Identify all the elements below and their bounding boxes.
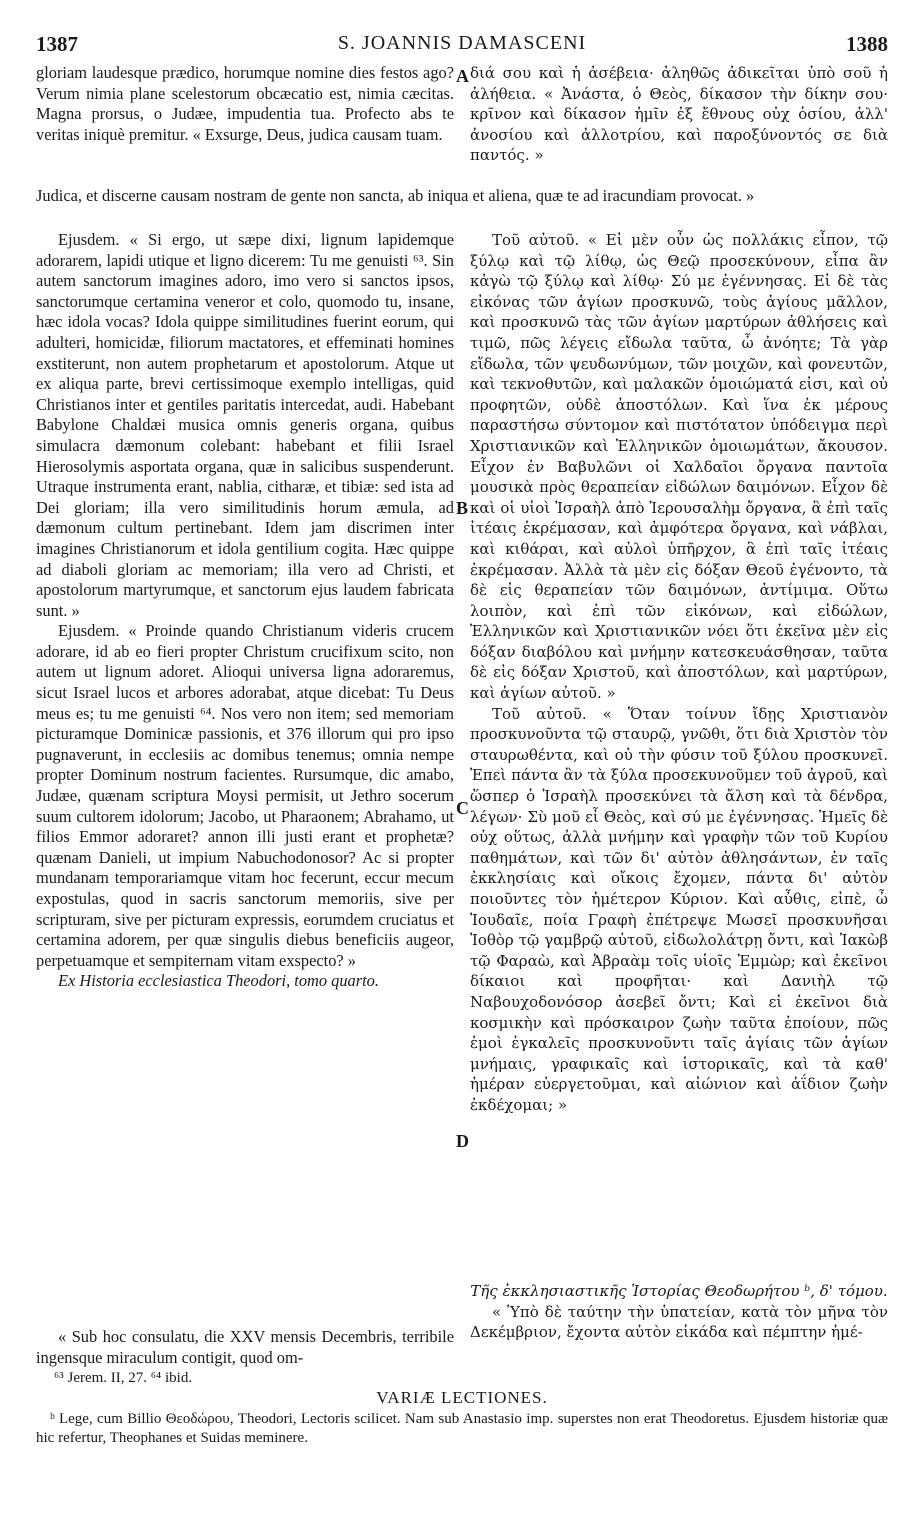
full-width-text: Judica, et discerne causam nostram de gente non sancta, ab iniqua et aliena, quæ te ad iracundiam provocat. » xyxy=(36,186,755,205)
greek-paragraph-3: « Ὑπὸ δὲ ταύτην τὴν ὑπατείαν, κατὰ τὸν μῆνα τὸν Δεκέμβριον, ἔχοντα αὐτὸν εἰκάδα καὶ πέμπτην ἡμέ- xyxy=(470,1302,888,1342)
latin-column xyxy=(36,230,454,992)
margin-letter-d: D xyxy=(456,1131,469,1151)
greek-paragraph-2: Τοῦ αὐτοῦ. « Ὅταν τοίνυν ἴδῃς Χριστιανὸν προσκυνοῦντα τῷ σταυρῷ, γνῶθι, ὅτι διὰ Χριστὸν τὸν σταυρωθέντα, καὶ οὐ τὴν φύσιν τοῦ ξύλου προσκυνεῖ. Ἐπεὶ πάντα ἂν τὰ ξύλα προσεκυνοῦμεν τοῦ ἀγροῦ, καὶ ὥσπερ ὁ Ἰσραὴλ προσεκύνει τὰ ἄλση καὶ τὰ δένδρα, λέγων· Σὺ μοῦ εἶ Θεὸς, καὶ σύ με ἐγέννησας. Ἡμεῖς δὲ οὐχ οὕτως, ἀλλὰ μνήμην καὶ γραφὴν τῶν τοῦ Κυρίου παθημάτων, καὶ τῶν δι' αὐτὸν ἀθλησάντων, ἐν ταῖς ἐκκλησίαις καὶ οἴκοις ἔχομεν, πάντα δι' αὐτὸν ποιοῦντες τὸν ἡμέτερον Κύριον. Καὶ αὖθις, εἰπὲ, ὦ Ἰουδαῖε, ποία Γραφὴ ἐπέτρεψε Μωσεῖ προσκυνῆσαι Ἰοθὸρ τῷ γαμβρῷ αὐτοῦ, εἰδωλολάτρῃ ὄντι, καὶ Ἰακὼβ τῷ Φαραὼ, καὶ Ἀβραὰμ τοῖς υἱοῖς Ἐμμὼρ; καὶ ἐκεῖνοι δίκαιοι καὶ προφῆται· καὶ Δανιὴλ τῷ Ναβουχοδονόσορ ἀσεβεῖ ὄντι; Καὶ εἰ ἐκεῖνοι διὰ κοσμικὴν καὶ πρόσκαιρον ζωὴν ταῦτα ἐποίουν, πῶς ἐμοὶ ἐγκαλεῖς προσκυνοῦντι ταῖς ἁγίαις τῶν ἁγίων μνήμαις, γραφικαῖς καὶ ἱστορικαῖς, καὶ τὰ καθ' ἡμέραν εὐεργετοῦμαι, καὶ αἰώνιον καὶ ἀΐδιον ζωὴν ἐκδέχομαι; » xyxy=(470,704,888,1114)
latin-column-bottom xyxy=(36,1327,454,1368)
variae-lectiones-text: ᵇ Lege, cum Billio Θεοδώρου, Theodori, Lectoris scilicet. Nam sub Anastasio imp. superstes non erat Theodoretus. Ejusdem historiæ quæ hic refertur, Theophanes et Suidas meminere. xyxy=(36,1411,888,1446)
greek-column-bottom xyxy=(470,1281,888,1343)
greek-column xyxy=(470,230,888,1116)
margin-letter-b: B xyxy=(456,498,469,518)
full-width-line xyxy=(36,186,888,207)
greek-source-heading: Τῆς ἐκκλησιαστικῆς Ἱστορίας Θεοδωρήτου ᵇ, δ' τόμου. xyxy=(470,1282,888,1300)
running-title: S. JOANNIS DAMASCENI xyxy=(337,32,587,54)
latin-column-top xyxy=(36,63,454,145)
latin-paragraph-1: Ejusdem. « Si ergo, ut sæpe dixi, lignum lapidemque adorarem, lapidi utique et ligno dicerem: Tu me genuisti ⁶³. Sin autem sanctorum imagines adoro, imo vero si sanctos ipsos, sanctorumque certamina veneror et colo, quomodo tu, insane, hæc idola vocas? Idola quippe similitudines fuerint eorum, qui adulteri, homicidæ, filiorum mactatores, et effeminati homines exstiterunt, non autem prophetarum et apostolorum. Atque ut ex aliqua parte, brevi certissimoque exemplo intelligas, quid Christianos inter et gentiles paritatis intercedat, audi. Habebant Babylone Chaldæi musica omnis generis organa, quibus simulacra dæmonum colebant: habebant et filii Israel Hierosolymis asportata organa, quæ in salicibus suspenderunt. Utraque instrumenta erant, nablia, citharæ, et tibiæ: sed ista ad Dei gloriam; illa vero similitudinis horum æmula, ad dæmonum cultum pertinebant. Idem jam discrimen inter imagines Christianorum et idola gentilium cogita. Hæc quippe ad diaboli gloriam ac memoriam; illa vero ad Christi, et apostolorum martyrumque, et sanctorum ejus laudem fabricata sunt. » xyxy=(36,230,454,620)
margin-letter-c: C xyxy=(456,798,469,818)
footnotes: ⁶³ Jerem. II, 27. ⁶⁴ ibid. xyxy=(54,1370,193,1386)
greek-paragraph-1: Τοῦ αὐτοῦ. « Εἰ μὲν οὖν ὡς πολλάκις εἶπον, τῷ ξύλῳ καὶ τῷ λίθῳ, ὡς Θεῷ προσεκύνουν, εἶπα ἂν κἀγὼ τῷ ξύλῳ καὶ λίθῳ· Σύ με ἐγέννησας. Εἰ δὲ τὰς εἰκόνας τῶν ἁγίων προσκυνῶ, τοὺς ἁγίους μᾶλλον, καὶ προσκυνῶ τὰς τῶν ἁγίων μαρτύρων ἀθλήσεις καὶ τιμῶ, πῶς λέγεις εἴδωλα ταῦτα, ὦ ἀνόητε; Τὰ γὰρ εἴδωλα, τῶν ψευδωνύμων, τῶν μοιχῶν, καὶ φονευτῶν, καὶ τεκνοθυτῶν, καὶ μαλακῶν ὁμοιώματά εἰσι, καὶ οὐ προφητῶν, οὐδὲ ἀποστόλων. Καὶ ἵνα ἐκ μέρους παραστήσω σύντομον καὶ πιστότατον ὑπόδειγμα περὶ Χριστιανικῶν καὶ Ἑλληνικῶν ὁμοιωμάτων, ἄκουσον. Εἶχον ἐν Βαβυλῶνι οἱ Χαλδαῖοι ὄργανα παντοῖα μουσικὰ πρὸς θεραπείαν εἰδώλων δαιμόνων. Εἶχον δὲ καὶ οἱ υἱοὶ Ἰσραὴλ ἀπὸ Ἱερουσαλὴμ ὄργανα, ἃ ἐπὶ ταῖς ἰτέαις ἐκρέμασαν, καὶ ἀμφότερα ὄργανα, καὶ νάβλαι, καὶ κιθάραι, καὶ αὐλοὶ ὑπῆρχον, ἃ ἐπὶ ταῖς ἰτέαις ἐκρέμασαν. Ἀλλὰ τὰ μὲν εἰς δόξαν Θεοῦ ἐγένοντο, τὰ δὲ εἰς θεραπείαν τῶν δαιμόνων, ἀντίμιμα. Οὕτω λοιπὸν, καὶ ἐπὶ τῶν εἰκόνων, καὶ εἰδώλων, Ἑλληνικῶν καὶ Χριστιανικῶν νόει ὅτι ἐκεῖνα μὲν εἰς δόξαν διαβόλου καὶ μνήμην κατεσκευάσθησαν, ταῦτα δὲ εἰς δόξαν Χριστοῦ, καὶ ἀποστόλων, καὶ μαρτύρων, καὶ ἁγίων αὐτοῦ. » xyxy=(470,231,888,703)
page-number-right: 1388 xyxy=(846,32,888,56)
margin-letter-a: A xyxy=(456,66,469,86)
latin-source-heading: Ex Historia ecclesiastica Theodori, tomo quarto. xyxy=(58,971,379,991)
greek-paragraph-top: διά σου καὶ ἡ ἀσέβεια· ἀληθῶς ἀδικεῖται ὑπὸ σοῦ ἡ ἀλήθεια. « Ἀνάστα, ὁ Θεὸς, δίκασον τὴν δίκην σου· κρῖνον καὶ δίκασον ἡμῖν ἐξ ἔθνους οὐχ ὁσίου, ἀλλ' ἀνοσίου καὶ ἀλλοτρίου, καὶ παροξύνοντός σε διὰ παντός. » xyxy=(470,64,888,165)
page-number-left: 1387 xyxy=(36,32,78,56)
latin-paragraph-2: Ejusdem. « Proinde quando Christianum videris crucem adorare, id ab eo fieri propter Christum crucifixum scito, non autem ut lignum adoret. Alioqui universa ligna adoraremus, sicut Israel lucos et arbores adorabat, atque dicebat: Tu Deus meus es; tu me genuisti ⁶⁴. Nos vero non item; sed memoriam picturamque Dominicæ passionis, et 376 illorum qui pro ipso pugnaverunt, in ecclesiis ac domibus tenemus; omnia nempe propter Dominum nostrum facientes. Rursumque, dic amabo, Judæe, quænam scriptura Moysi permisit, ut Jethro socerum suum cultorem idolorum; Jacobo, ut Pharaonem; Abrahamo, ut filios Emmor adoraret? annon illi justi erant et prophetæ? quænam Danieli, ut impium Nabuchodonosor? Ac si propter mundanam temporariamque vitam hoc fecerunt, eccur mecum expostulas, quod in sacris sanctorum memoriis, sive per scripturam, sive per picturam expressis, eorumdem cruciatus et certamina adorem, per quæ singulis diebus beneficiis augeor, perpetuamque et sempiternam vitam exspecto? » xyxy=(36,621,454,970)
greek-column-top xyxy=(470,63,888,166)
latin-paragraph-4: « Sub hoc consulatu, die XXV mensis Decembris, terribile ingensque miraculum contigit, quod om- xyxy=(36,1327,454,1367)
running-header xyxy=(36,32,888,62)
variae-lectiones-heading: VARIÆ LECTIONES. xyxy=(376,1388,548,1407)
latin-paragraph-top: gloriam laudesque prædico, horumque nomine dies festos ago? Verum nimia plane scelestorum obcæcatio est, nimia cæcitas. Magna prorsus, o Judæe, impudentia tua. Profecto abs te veritas iniquè premitur. « Exsurge, Deus, judica causam tuam. xyxy=(36,63,454,144)
